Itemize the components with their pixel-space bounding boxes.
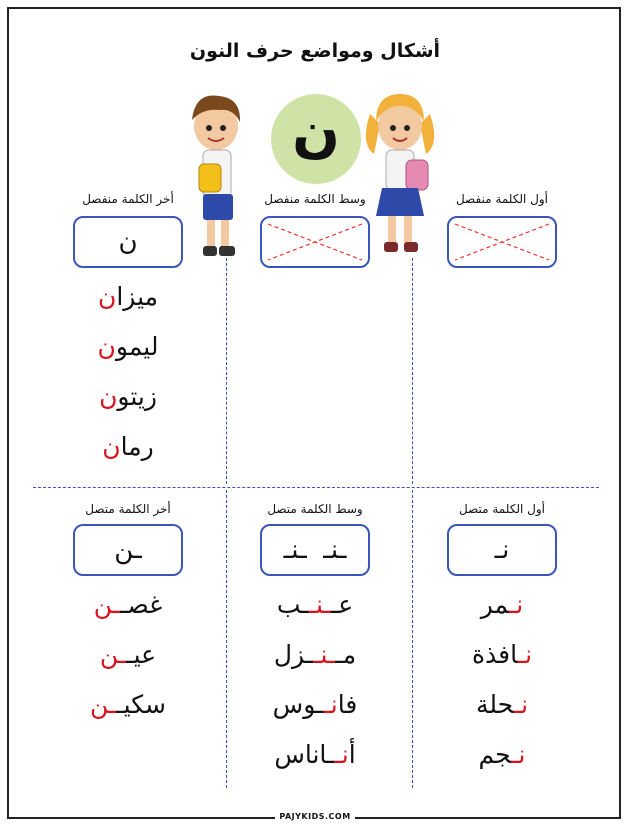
column-divider <box>226 490 227 788</box>
word-item: عيــن <box>99 640 157 669</box>
word-item: عــنــب <box>276 590 354 619</box>
header-connected-last: أخر الكلمة متصل <box>85 502 171 516</box>
word-item: ليمون <box>97 332 159 361</box>
word-item: ميزان <box>97 282 159 311</box>
word-item: نـجم <box>478 740 526 769</box>
word-item: سكيــن <box>90 690 166 719</box>
box-connected-first <box>447 524 557 576</box>
header-connected-middle: وسط الكلمة متصل <box>267 502 363 516</box>
letter-glyph: ن <box>292 100 340 165</box>
footer-watermark: PAJYKIDS.COM <box>0 812 630 821</box>
crossed-out-mark <box>262 218 368 266</box>
word-item: نـافذة <box>471 640 533 669</box>
words-connected-first <box>427 580 577 780</box>
word-item: نـمر <box>480 590 524 619</box>
girl-illustration <box>360 84 440 260</box>
word-item: أنــاناس <box>274 740 356 769</box>
word-item: فانــوس <box>272 690 358 719</box>
box-letter: ن <box>118 227 138 257</box>
box-letter: نـ <box>494 535 510 565</box>
column-divider <box>412 258 413 484</box>
page-title: أشكال ومواضع حرف النون <box>189 40 441 62</box>
header-separate-first: أول الكلمة منفصل <box>455 192 549 206</box>
words-connected-last <box>53 580 203 730</box>
box-letter: ـنـ ـنـ <box>283 535 347 565</box>
boy-illustration <box>183 86 249 262</box>
header-separate-last: أخر الكلمة منفصل <box>82 192 174 206</box>
column-divider <box>412 490 413 788</box>
box-connected-middle <box>260 524 370 576</box>
box-connected-last <box>73 524 183 576</box>
header-connected-first: أول الكلمة متصل <box>459 502 545 516</box>
word-item: رمان <box>102 432 154 461</box>
box-separate-last <box>73 216 183 268</box>
word-item: نـحلة <box>475 690 529 719</box>
box-letter: ـن <box>114 535 142 565</box>
crossed-out-mark <box>449 218 555 266</box>
box-separate-middle <box>260 216 370 268</box>
word-item: غصــن <box>93 590 163 619</box>
section-divider <box>33 487 599 488</box>
word-item: مــنــزل <box>273 640 357 669</box>
column-divider <box>226 258 227 484</box>
header-separate-middle: وسط الكلمة منفصل <box>264 192 366 206</box>
letter-circle <box>271 94 361 184</box>
word-item: زيتون <box>99 382 157 411</box>
box-separate-first <box>447 216 557 268</box>
words-separate-last <box>53 272 203 472</box>
words-connected-middle <box>240 580 390 780</box>
